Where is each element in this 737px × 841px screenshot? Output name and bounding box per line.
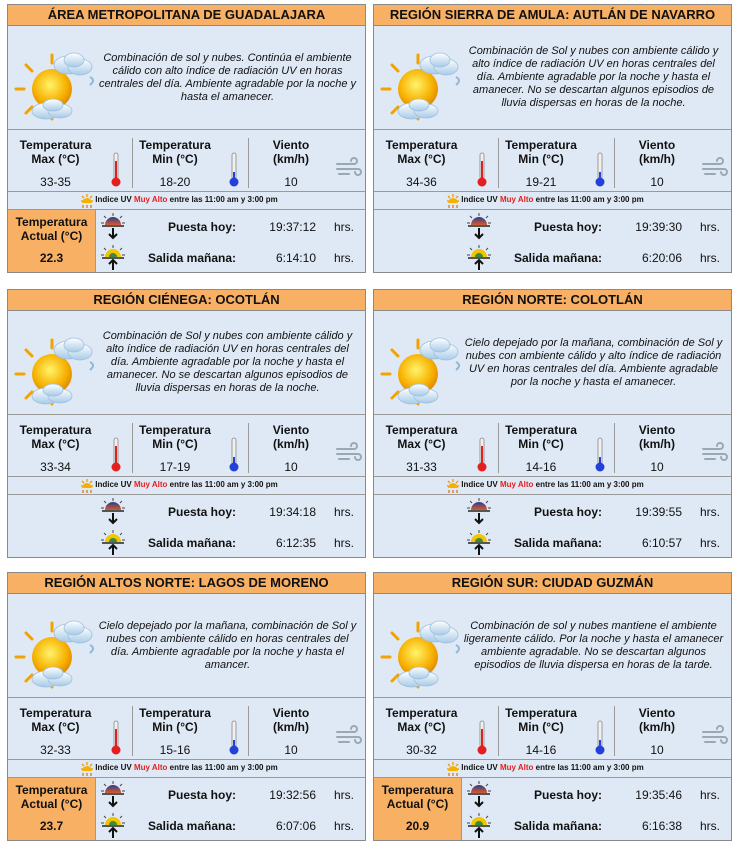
temp-max-value: 30-32 (406, 743, 437, 757)
temp-min-label: Temperatura Min (°C) (505, 138, 577, 166)
forecast-text: Combinación de Sol y nubes con ambiente cálido y alto índice de radiación UV en horas centrales del día. Ambiente agradable por la noche y hasta el amanecer. No se descartan algunos episodios de lluvia dispersas en horas de la noche. (468, 45, 719, 109)
region-panel (7, 572, 366, 841)
sunset-time: 19:39:30 (635, 220, 682, 234)
unit-label: hrs. (334, 505, 355, 519)
temp-actual-cell (374, 495, 461, 558)
thermometer-blue-icon (595, 720, 605, 756)
sunset-row (494, 505, 731, 525)
unit-label: hrs. (700, 536, 721, 550)
sunrise-time: 6:12:35 (275, 536, 316, 550)
region-title: REGIÓN SIERRA DE AMULA: AUTLÁN DE NAVARRO (374, 5, 731, 26)
sunrise-label: Salida mañana: (147, 536, 236, 550)
region-panel (373, 289, 732, 558)
sunrise-row (494, 819, 731, 839)
temp-min-value: 17-19 (159, 460, 191, 474)
temp-actual-value: 20.9 (405, 819, 430, 833)
uv-index-text: Indice UV Muy Alto entre las 11:00 am y 3:00 pm (95, 763, 278, 772)
temp-min-cell (132, 415, 218, 477)
thermometer-red-icon (111, 152, 121, 188)
sunset-row (494, 788, 731, 808)
unit-label: hrs. (700, 220, 721, 234)
forecast-text: Combinación de sol y nubes mantiene el ambiente ligeramente cálido. Por la noche y hasta el amanecer ambiente agradable. No se descartan algunos episodios de lluvia dispersa en horas de la tarde. (463, 619, 724, 671)
wind-icon (336, 441, 362, 463)
unit-label: hrs. (334, 220, 355, 234)
region-title: REGIÓN CIÉNEGA: OCOTLÁN (8, 290, 365, 311)
wind-label: Viento (km/h) (638, 706, 676, 734)
temp-actual-cell (8, 210, 96, 273)
temp-min-cell (498, 415, 584, 477)
sunrise-label: Salida mañana: (147, 251, 236, 265)
temp-min-cell (132, 698, 218, 760)
temp-min-label: Temperatura Min (°C) (139, 706, 211, 734)
temp-min-value: 14-16 (525, 743, 557, 757)
temp-min-label: Temperatura Min (°C) (505, 423, 577, 451)
forecast-section (8, 311, 365, 414)
unit-label: hrs. (700, 251, 721, 265)
region-title: REGIÓN ALTOS NORTE: LAGOS DE MORENO (8, 573, 365, 594)
forecast-text: Combinación de Sol y nubes con ambiente cálido y alto índice de radiación UV en horas centrales del día. Ambiente agradable por la noche y hasta el amanecer. No se descartan algunos episodios de lluvia dispersas en horas de la noche. (102, 330, 353, 394)
thermometer-red-icon (111, 720, 121, 756)
sunset-label: Puesta hoy: (167, 505, 236, 519)
sunset-label: Puesta hoy: (533, 505, 602, 519)
sunrise-time: 6:16:38 (641, 819, 682, 833)
wind-icon (702, 441, 728, 463)
uv-index-text: Indice UV Muy Alto entre las 11:00 am y 3:00 pm (461, 480, 644, 489)
temp-max-value: 32-33 (40, 743, 71, 757)
uv-index-text: Indice UV Muy Alto entre las 11:00 am y 3:00 pm (461, 763, 644, 772)
sunset-row (128, 220, 365, 240)
temp-min-value: 19-21 (525, 175, 557, 189)
sunset-time: 19:37:12 (269, 220, 316, 234)
forecast-text: Cielo depejado por la mañana, combinación de Sol y nubes con ambiente cálido y alto índice de radiación UV en horas centrales del día. Ambiente agradable por la noche y hasta el amanecer. (464, 336, 723, 388)
sunrise-row (128, 536, 365, 556)
region-panel (373, 4, 732, 273)
thermometer-red-icon (477, 152, 487, 188)
sunset-label: Puesta hoy: (533, 788, 602, 802)
temp-min-cell (498, 130, 584, 192)
temp-max-label: Temperatura Max (°C) (19, 138, 92, 166)
sun-times-section (8, 494, 365, 558)
sunrise-row (494, 251, 731, 271)
region-panel (7, 4, 366, 273)
temp-actual-value: 22.3 (39, 251, 64, 265)
sunset-icon (98, 497, 128, 525)
temp-min-value: 15-16 (159, 743, 191, 757)
thermometer-red-icon (477, 437, 487, 473)
wind-icon (702, 724, 728, 746)
sunset-icon (464, 780, 494, 808)
unit-label: hrs. (334, 788, 355, 802)
sunset-time: 19:32:56 (269, 788, 316, 802)
sunset-icon (464, 497, 494, 525)
temp-max-cell (374, 698, 469, 760)
temperature-row (374, 697, 731, 760)
temp-max-label: Temperatura Max (°C) (385, 706, 458, 734)
sunset-time: 19:35:46 (635, 788, 682, 802)
wind-icon (336, 724, 362, 746)
wind-cell (248, 698, 334, 760)
sun-cloud-icon (378, 617, 462, 689)
uv-index-row (374, 476, 731, 495)
temp-actual-label: Temperatura Actual (°C) (15, 215, 88, 243)
temp-actual-cell (374, 210, 461, 273)
uv-index-text: Indice UV Muy Alto entre las 11:00 am y 3:00 pm (95, 195, 278, 204)
sunrise-label: Salida mañana: (147, 819, 236, 833)
uv-index-row (8, 476, 365, 495)
uv-index-row (374, 759, 731, 778)
sunset-icon (98, 780, 128, 808)
sunrise-row (128, 819, 365, 839)
sun-cloud-icon (378, 334, 462, 406)
temp-min-value: 18-20 (159, 175, 191, 189)
sunset-row (128, 505, 365, 525)
unit-label: hrs. (334, 819, 355, 833)
temp-min-label: Temperatura Min (°C) (505, 706, 577, 734)
forecast-section (374, 26, 731, 129)
sunrise-icon (464, 812, 494, 840)
unit-label: hrs. (700, 819, 721, 833)
region-title: REGIÓN SUR: CIUDAD GUZMÁN (374, 573, 731, 594)
region-panel (7, 289, 366, 558)
sunrise-label: Salida mañana: (513, 819, 602, 833)
wind-value: 10 (284, 175, 298, 189)
temperature-row (374, 414, 731, 477)
sunset-time: 19:34:18 (269, 505, 316, 519)
temp-actual-label: Temperatura Actual (°C) (15, 783, 88, 811)
sunset-label: Puesta hoy: (167, 220, 236, 234)
temperature-row (8, 414, 365, 477)
wind-cell (248, 415, 334, 477)
sunset-label: Puesta hoy: (167, 788, 236, 802)
sunrise-icon (98, 812, 128, 840)
wind-value: 10 (650, 175, 664, 189)
sunrise-icon (464, 529, 494, 557)
temp-min-label: Temperatura Min (°C) (139, 423, 211, 451)
wind-label: Viento (km/h) (638, 423, 676, 451)
temp-actual-value: 23.7 (39, 819, 64, 833)
sunset-time: 19:39:55 (635, 505, 682, 519)
forecast-section (8, 26, 365, 129)
thermometer-red-icon (111, 437, 121, 473)
thermometer-blue-icon (229, 720, 239, 756)
temp-max-label: Temperatura Max (°C) (385, 423, 458, 451)
temp-min-cell (132, 130, 218, 192)
unit-label: hrs. (700, 505, 721, 519)
sunset-label: Puesta hoy: (533, 220, 602, 234)
sun-cloud-icon (12, 617, 96, 689)
sunrise-icon (98, 244, 128, 272)
sun-times-section (374, 209, 731, 273)
sunset-row (494, 220, 731, 240)
forecast-section (374, 311, 731, 414)
sun-cloud-icon (12, 334, 96, 406)
sunrise-icon (464, 244, 494, 272)
forecast-section (374, 594, 731, 697)
temp-max-cell (8, 415, 103, 477)
temp-actual-label: Temperatura Actual (°C) (381, 783, 454, 811)
wind-label: Viento (km/h) (272, 706, 310, 734)
temperature-row (374, 129, 731, 192)
sunrise-time: 6:20:06 (641, 251, 682, 265)
wind-value: 10 (650, 743, 664, 757)
sun-times-section (8, 777, 365, 841)
sunrise-time: 6:14:10 (275, 251, 316, 265)
unit-label: hrs. (334, 251, 355, 265)
unit-label: hrs. (334, 536, 355, 550)
thermometer-blue-icon (229, 437, 239, 473)
wind-label: Viento (km/h) (638, 138, 676, 166)
temp-actual-cell (374, 778, 462, 841)
forecast-text: Combinación de sol y nubes. Continúa el ambiente cálido con alto índice de radiación UV en horas centrales del día. Ambiente agradable por la noche y hasta el amanecer. (98, 51, 357, 103)
wind-value: 10 (284, 743, 298, 757)
temp-max-cell (8, 130, 103, 192)
region-title: REGIÓN NORTE: COLOTLÁN (374, 290, 731, 311)
temp-max-label: Temperatura Max (°C) (19, 423, 92, 451)
thermometer-blue-icon (595, 437, 605, 473)
sunrise-label: Salida mañana: (513, 251, 602, 265)
wind-label: Viento (km/h) (272, 423, 310, 451)
sunrise-row (128, 251, 365, 271)
wind-cell (614, 415, 700, 477)
wind-icon (702, 156, 728, 178)
wind-icon (336, 156, 362, 178)
temp-min-value: 14-16 (525, 460, 557, 474)
sun-cloud-icon (12, 49, 96, 121)
region-panel (373, 572, 732, 841)
temp-min-label: Temperatura Min (°C) (139, 138, 211, 166)
uv-index-row (8, 759, 365, 778)
region-title: ÁREA METROPOLITANA DE GUADALAJARA (8, 5, 365, 26)
wind-value: 10 (284, 460, 298, 474)
wind-value: 10 (650, 460, 664, 474)
temp-actual-cell (8, 778, 96, 841)
uv-index-text: Indice UV Muy Alto entre las 11:00 am y 3:00 pm (461, 195, 644, 204)
temp-max-label: Temperatura Max (°C) (19, 706, 92, 734)
unit-label: hrs. (700, 788, 721, 802)
sun-times-section (374, 494, 731, 558)
sunset-row (128, 788, 365, 808)
sun-times-section (374, 777, 731, 841)
temp-max-value: 33-34 (40, 460, 71, 474)
uv-index-row (8, 191, 365, 210)
uv-index-text: Indice UV Muy Alto entre las 11:00 am y 3:00 pm (95, 480, 278, 489)
sun-times-section (8, 209, 365, 273)
uv-index-row (374, 191, 731, 210)
temp-max-cell (8, 698, 103, 760)
temp-min-cell (498, 698, 584, 760)
temp-max-label: Temperatura Max (°C) (385, 138, 458, 166)
wind-label: Viento (km/h) (272, 138, 310, 166)
sunrise-row (494, 536, 731, 556)
temp-max-value: 31-33 (406, 460, 437, 474)
sunrise-label: Salida mañana: (513, 536, 602, 550)
sunset-icon (464, 212, 494, 240)
temp-actual-cell (8, 495, 95, 558)
temp-max-value: 34-36 (406, 175, 437, 189)
temperature-row (8, 129, 365, 192)
forecast-section (8, 594, 365, 697)
sunrise-icon (98, 529, 128, 557)
temperature-row (8, 697, 365, 760)
thermometer-red-icon (477, 720, 487, 756)
sunrise-time: 6:10:57 (641, 536, 682, 550)
temp-max-cell (374, 415, 469, 477)
wind-cell (614, 130, 700, 192)
temp-max-value: 33-35 (40, 175, 71, 189)
sun-cloud-icon (378, 49, 462, 121)
sunrise-time: 6:07:06 (275, 819, 316, 833)
thermometer-blue-icon (229, 152, 239, 188)
thermometer-blue-icon (595, 152, 605, 188)
wind-cell (248, 130, 334, 192)
wind-cell (614, 698, 700, 760)
temp-max-cell (374, 130, 469, 192)
forecast-text: Cielo depejado por la mañana, combinación de Sol y nubes con ambiente cálido en horas centrales del día. Ambiente agradable por la noche y hasta el amancer. (98, 619, 357, 671)
sunset-icon (98, 212, 128, 240)
